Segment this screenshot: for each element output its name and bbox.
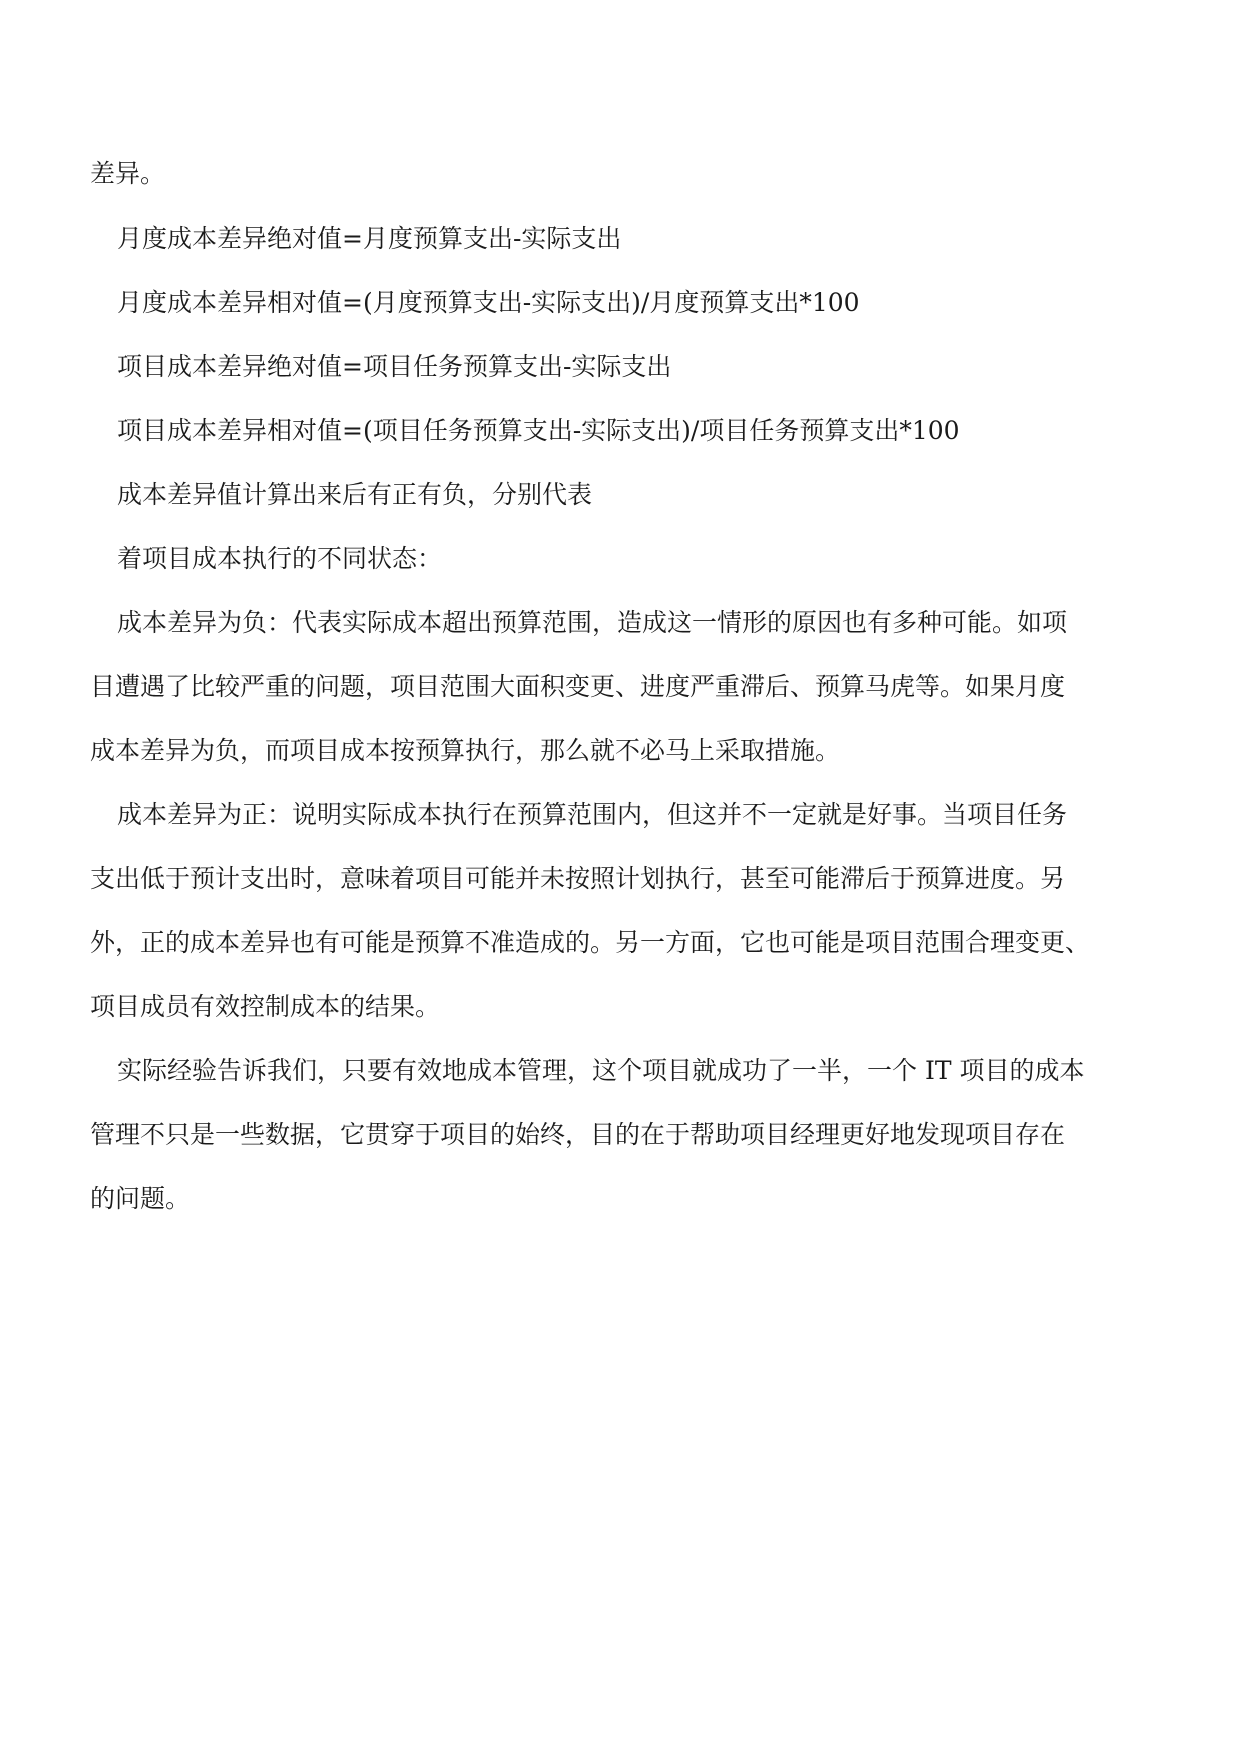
formula-monthly-absolute: 月度成本差异绝对值=月度预算支出-实际支出 <box>117 224 622 253</box>
paragraph-line: 成本差异为正：说明实际成本执行在预算范围内，但这并不一定就是好事。当项目任务 <box>117 800 1068 829</box>
paragraph-line: 目遭遇了比较严重的问题，项目范围大面积变更、进度严重滞后、预算马虎等。如果月度 <box>90 672 1066 701</box>
formula-project-absolute: 项目成本差异绝对值=项目任务预算支出-实际支出 <box>117 352 672 381</box>
paragraph-line: 成本差异值计算出来后有正有负，分别代表 <box>117 480 593 509</box>
formula-project-relative: 项目成本差异相对值=(项目任务预算支出-实际支出)/项目任务预算支出*100 <box>117 416 960 445</box>
paragraph-line: 差异。 <box>90 159 166 188</box>
body-text <box>90 158 1152 1215</box>
paragraph-line: 成本差异为负：代表实际成本超出预算范围，造成这一情形的原因也有多种可能。如项 <box>117 608 1068 637</box>
paragraph-line: 的问题。 <box>90 1184 191 1213</box>
paragraph-line: 成本差异为负，而项目成本按预算执行，那么就不必马上采取措施。 <box>90 736 841 765</box>
paragraph-line: 项目成员有效控制成本的结果。 <box>90 992 441 1021</box>
paragraph-line: 管理不只是一些数据，它贯穿于项目的始终，目的在于帮助项目经理更好地发现项目存在 <box>90 1120 1066 1149</box>
formula-monthly-relative: 月度成本差异相对值=(月度预算支出-实际支出)/月度预算支出*100 <box>117 288 860 317</box>
paragraph-line: 着项目成本执行的不同状态： <box>117 544 443 573</box>
paragraph-line: 实际经验告诉我们，只要有效地成本管理，这个项目就成功了一半，一个 IT 项目的成本 <box>117 1056 1085 1085</box>
paragraph-line: 支出低于预计支出时，意味着项目可能并未按照计划执行，甚至可能滞后于预算进度。另 <box>90 864 1066 893</box>
paragraph-line: 外，正的成本差异也有可能是预算不准造成的。另一方面，它也可能是项目范围合理变更、 <box>90 928 1091 957</box>
